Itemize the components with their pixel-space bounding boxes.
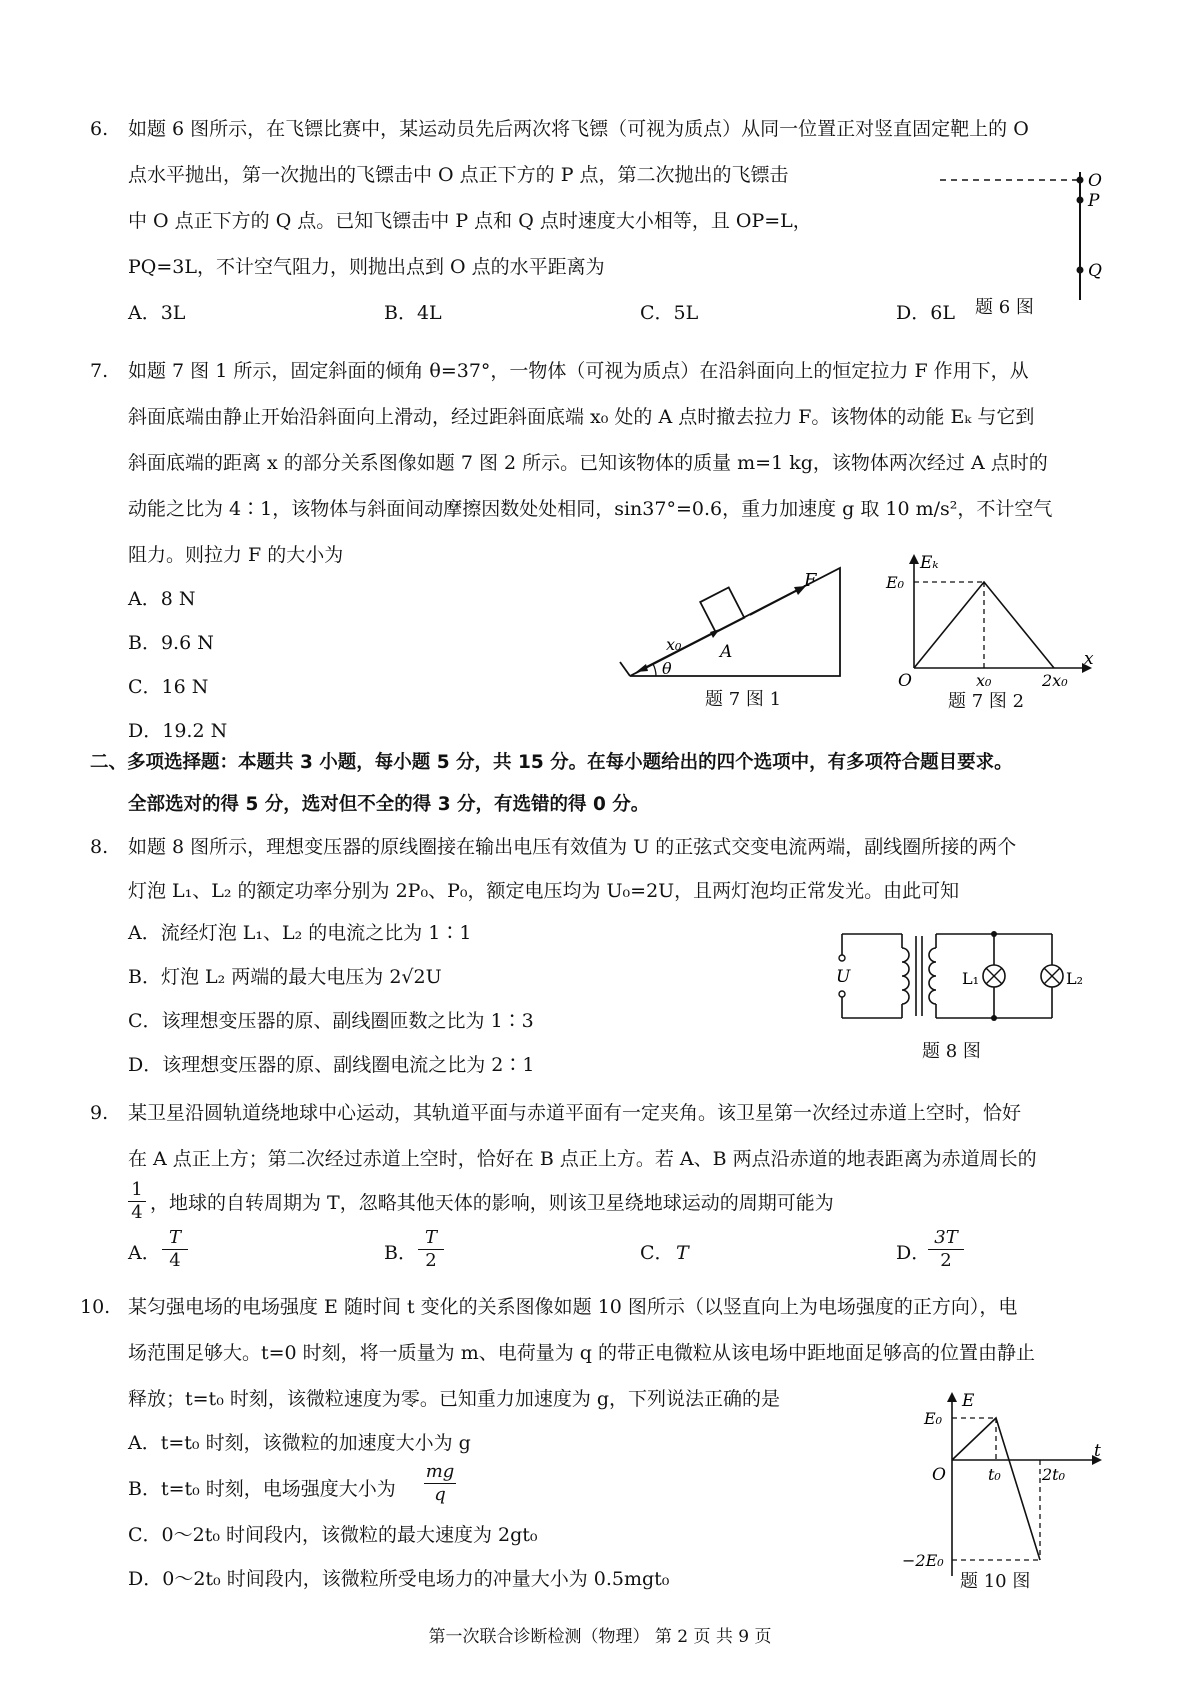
q7-fig2-label-ek: Eₖ	[920, 553, 939, 573]
q7-fig1-label-theta: θ	[662, 659, 672, 678]
q7-option-d: D．19.2 N	[128, 720, 228, 742]
q9-option-a-frac: T 4	[162, 1228, 188, 1271]
q8-figure	[838, 924, 1098, 1028]
q10-fig-label-2t0: 2t₀	[1042, 1465, 1066, 1484]
q7-line-1: 如题 7 图 1 所示，固定斜面的倾角 θ=37°，一物体（可视为质点）在沿斜面向上的恒定拉力 F 作用下，从	[128, 360, 1029, 382]
q7-option-b: B．9.6 N	[128, 632, 214, 654]
q6-line-3: 中 O 点正下方的 Q 点。已知飞镖击中 P 点和 Q 点时速度大小相等，且 OP=L，	[128, 210, 812, 232]
q10-option-a: A．t=t₀ 时刻，该微粒的加速度大小为 g	[128, 1432, 471, 1454]
q7-fig2-label-x0: x₀	[976, 671, 992, 690]
q7-line-4: 动能之比为 4∶1，该物体与斜面间动摩擦因数处处相同，sin37°=0.6，重力加速度 g 取 10 m/s²，不计空气	[128, 498, 1053, 520]
q6-option-a: A．3L	[128, 302, 186, 324]
q9-fraction-quarter	[128, 1180, 146, 1223]
q7-line-2: 斜面底端由静止开始沿斜面向上滑动，经过距斜面底端 x₀ 处的 A 点时撤去拉力 F。该物体的动能 Eₖ 与它到	[128, 406, 1035, 428]
q7-figure-1-caption: 题 7 图 1	[705, 689, 782, 710]
q9-option-a-label: A．	[128, 1242, 161, 1264]
q7-fig2-label-2x0: 2x₀	[1042, 671, 1068, 690]
q6-option-c: C．5L	[640, 302, 699, 324]
q8-line-2: 灯泡 L₁、L₂ 的额定功率分别为 2P₀、P₀，额定电压均为 U₀=2U，且两灯泡均正常发光。由此可知	[128, 880, 960, 902]
q7-option-a: A．8 N	[128, 588, 196, 610]
q8-option-b: B．灯泡 L₂ 两端的最大电压为 2√2U	[128, 966, 442, 988]
q9-option-c-label: C．	[640, 1242, 674, 1264]
q7-line-5: 阻力。则拉力 F 的大小为	[128, 544, 344, 566]
q9-option-b-frac: T 2	[418, 1228, 444, 1271]
q10-line-2: 场范围足够大。t=0 时刻，将一质量为 m、电荷量为 q 的带正电微粒从该电场中距地面足够高的位置由静止	[128, 1342, 1035, 1364]
q10-fig-label-e0: E₀	[924, 1409, 943, 1428]
q9-line-1: 某卫星沿圆轨道绕地球中心运动，其轨道平面与赤道平面有一定夹角。该卫星第一次经过赤道上空时，恰好	[128, 1102, 1022, 1124]
q10-fig-label-neg2e0: −2E₀	[902, 1551, 944, 1570]
q10-option-c: C．0～2t₀ 时间段内，该微粒的最大速度为 2gt₀	[128, 1524, 538, 1546]
q6-line-2: 点水平抛出，第一次抛出的飞镖击中 O 点正下方的 P 点，第二次抛出的飞镖击	[128, 164, 789, 186]
q8-number: 8.	[90, 836, 109, 858]
q10-fig-label-t: t	[1094, 1441, 1101, 1461]
q10-number: 10.	[80, 1296, 111, 1318]
q10-line-1: 某匀强电场的电场强度 E 随时间 t 变化的关系图像如题 10 图所示（以竖直向上为电场强度的正方向），电	[128, 1296, 1018, 1318]
q7-figure-2	[880, 548, 1100, 691]
q10-fig-label-t0: t₀	[988, 1465, 1001, 1484]
q8-caption: 题 8 图	[922, 1041, 981, 1062]
q6-line-1: 如题 6 图所示，在飞镖比赛中，某运动员先后两次将飞镖（可视为质点）从同一位置正对竖直固定靶上的 O	[128, 118, 1029, 140]
q8-option-c: C．该理想变压器的原、副线圈匝数之比为 1∶3	[128, 1010, 534, 1032]
q7-number: 7.	[90, 360, 109, 382]
q6-line-4: PQ=3L，不计空气阻力，则抛出点到 O 点的水平距离为	[128, 256, 605, 278]
section-2-line-1: 二、多项选择题：本题共 3 小题，每小题 5 分，共 15 分。在每小题给出的四个选项中，有多项符合题目要求。	[90, 752, 1013, 773]
q7-fig1-label-f: F	[804, 570, 817, 591]
q7-fig1-label-x0: x₀	[666, 635, 682, 654]
q6-option-d: D．6L	[896, 302, 955, 324]
q9-fraction-den: 4	[131, 1202, 143, 1223]
q10-fig-label-e: E	[962, 1391, 975, 1411]
q7-figure-2-caption: 题 7 图 2	[948, 691, 1025, 712]
q10-option-d: D．0～2t₀ 时间段内，该微粒所受电场力的冲量大小为 0.5mgt₀	[128, 1568, 670, 1590]
q8-option-d: D．该理想变压器的原、副线圈电流之比为 2∶1	[128, 1054, 535, 1076]
q10-figure	[886, 1386, 1106, 1586]
section-2-line-2: 全部选对的得 5 分，选对但不全的得 3 分，有选错的得 0 分。	[128, 794, 650, 815]
q9-option-d-frac: 3T 2	[928, 1228, 964, 1271]
q8-fig-label-l2: L₂	[1066, 969, 1084, 988]
q7-line-3: 斜面底端的距离 x 的部分关系图像如题 7 图 2 所示。已知该物体的质量 m=1 kg，该物体两次经过 A 点时的	[128, 452, 1048, 474]
q10-caption: 题 10 图	[960, 1571, 1031, 1592]
q6-caption: 题 6 图	[975, 297, 1034, 318]
q9-option-d-label: D．	[896, 1242, 931, 1264]
q10-line-3: 释放；t=t₀ 时刻，该微粒速度为零。已知重力加速度为 g，下列说法正确的是	[128, 1388, 781, 1410]
q6-label-q: Q	[1088, 261, 1102, 281]
q8-line-1: 如题 8 图所示，理想变压器的原线圈接在输出电压有效值为 U 的正弦式交变电流两端，副线圈所接的两个	[128, 836, 1017, 858]
q7-fig2-label-o: O	[898, 671, 912, 691]
q6-option-b: B．4L	[384, 302, 442, 324]
q6-label-p: P	[1088, 191, 1100, 211]
q9-option-b-label: B．	[384, 1242, 417, 1264]
q6-number: 6.	[90, 118, 109, 140]
q7-fig2-label-e0: E₀	[886, 573, 905, 592]
q9-number: 9.	[90, 1102, 109, 1124]
q9-fraction-num: 1	[131, 1179, 143, 1200]
q7-option-c: C．16 N	[128, 676, 209, 698]
q10-option-b-frac: mg q	[425, 1461, 455, 1505]
q7-fig1-label-a: A	[720, 642, 733, 662]
q10-fig-label-o: O	[932, 1465, 946, 1485]
q8-fig-label-l1: L₁	[962, 969, 980, 988]
q10-option-b: B．t=t₀ 时刻，电场强度大小为	[128, 1478, 396, 1500]
q7-figure-1	[610, 558, 860, 688]
q6-label-o: O	[1088, 171, 1102, 191]
q8-option-a: A．流经灯泡 L₁、L₂ 的电流之比为 1∶1	[128, 922, 472, 944]
q9-line-3: ，地球的自转周期为 T，忽略其他天体的影响，则该卫星绕地球运动的周期可能为	[150, 1192, 834, 1214]
q7-fig2-label-x: x	[1084, 649, 1094, 669]
q9-line-2: 在 A 点正上方；第二次经过赤道上空时，恰好在 B 点正上方。若 A、B 两点沿赤道的地表距离为赤道周长的	[128, 1148, 1037, 1170]
q8-fig-label-u: U	[836, 967, 851, 987]
q9-option-c-text: T	[676, 1242, 689, 1264]
page-footer: 第一次联合诊断检测（物理） 第 2 页 共 9 页	[428, 1627, 772, 1647]
